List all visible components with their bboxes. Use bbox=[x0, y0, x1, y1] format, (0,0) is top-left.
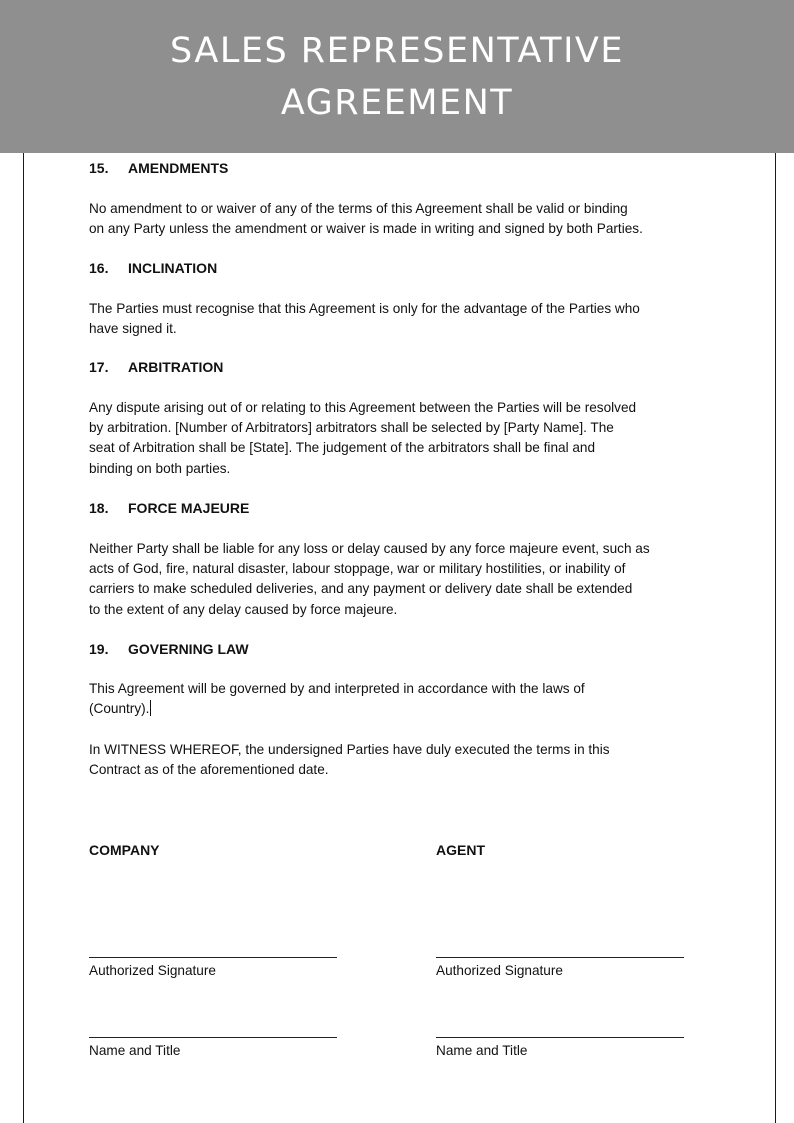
section-body-amendments bbox=[89, 199, 729, 239]
text-cursor bbox=[150, 700, 151, 716]
body-line: The Parties must recognise that this Agreement is only for the advantage of the Parties who bbox=[89, 301, 640, 316]
page-edge-left bbox=[23, 153, 24, 1123]
body-line: This Agreement will be governed by and interpreted in accordance with the laws of bbox=[89, 681, 585, 696]
section-number: 17. bbox=[89, 359, 109, 375]
section-heading-amendments bbox=[89, 158, 228, 178]
company-name-title-line[interactable] bbox=[89, 1037, 337, 1038]
section-body-force-majeure bbox=[89, 539, 729, 620]
document-title-line-2: AGREEMENT bbox=[280, 82, 514, 123]
section-heading-arbitration bbox=[89, 357, 223, 377]
section-body-governing-law bbox=[89, 679, 729, 719]
company-signature-label: Authorized Signature bbox=[89, 963, 216, 978]
body-line: have signed it. bbox=[89, 321, 177, 337]
body-line: seat of Arbitration shall be [State]. The judgement of the arbitrators shall be final and bbox=[89, 440, 596, 456]
body-line: carriers to make scheduled deliveries, and any payment or delivery date shall be extended bbox=[89, 581, 633, 597]
section-body-inclination bbox=[89, 299, 729, 339]
body-line: No amendment to or waiver of any of the terms of this Agreement shall be valid or binding bbox=[89, 201, 628, 216]
section-title: GOVERNING LAW bbox=[128, 641, 249, 657]
company-signature-line[interactable] bbox=[89, 957, 337, 958]
document-title-line-1: SALES REPRESENTATIVE bbox=[170, 30, 624, 71]
body-line: Contract as of the aforementioned date. bbox=[89, 762, 329, 778]
title-banner bbox=[0, 0, 794, 153]
section-body-arbitration bbox=[89, 398, 729, 479]
agent-signature-line[interactable] bbox=[436, 957, 684, 958]
company-name-title-label: Name and Title bbox=[89, 1043, 181, 1058]
section-heading-inclination bbox=[89, 258, 217, 278]
agent-signature-label: Authorized Signature bbox=[436, 963, 563, 978]
section-number: 15. bbox=[89, 160, 109, 176]
section-heading-force-majeure bbox=[89, 498, 249, 518]
section-number: 18. bbox=[89, 500, 109, 516]
body-line: Any dispute arising out of or relating to this Agreement between the Parties will be resolved bbox=[89, 400, 637, 415]
body-line: acts of God, fire, natural disaster, labour stoppage, war or military hostilities, or inability of bbox=[89, 561, 626, 577]
section-title: ARBITRATION bbox=[128, 359, 224, 375]
body-line: by arbitration. [Number of Arbitrators] arbitrators shall be selected by [Party Name]. The bbox=[89, 420, 614, 436]
body-line: In WITNESS WHEREOF, the undersigned Parties have duly executed the terms in this bbox=[89, 742, 610, 757]
agent-name-title-label: Name and Title bbox=[436, 1043, 528, 1058]
section-number: 16. bbox=[89, 260, 109, 276]
body-line-with-cursor bbox=[89, 699, 729, 719]
agent-signature-heading: AGENT bbox=[436, 842, 485, 858]
body-line: Neither Party shall be liable for any loss or delay caused by any force majeure event, such as bbox=[89, 541, 650, 556]
section-number: 19. bbox=[89, 641, 109, 657]
section-title: AMENDMENTS bbox=[128, 160, 229, 176]
section-title: INCLINATION bbox=[128, 260, 218, 276]
witness-clause bbox=[89, 740, 729, 780]
body-line: to the extent of any delay caused by force majeure. bbox=[89, 601, 398, 617]
agent-name-title-line[interactable] bbox=[436, 1037, 684, 1038]
body-line: binding on both parties. bbox=[89, 460, 231, 476]
company-signature-heading: COMPANY bbox=[89, 842, 160, 858]
page-edge-right bbox=[775, 153, 776, 1123]
body-line: on any Party unless the amendment or waiver is made in writing and signed by both Parties. bbox=[89, 221, 643, 237]
section-title: FORCE MAJEURE bbox=[128, 500, 250, 516]
section-heading-governing-law bbox=[89, 639, 249, 659]
body-line-text: (Country). bbox=[89, 701, 150, 717]
